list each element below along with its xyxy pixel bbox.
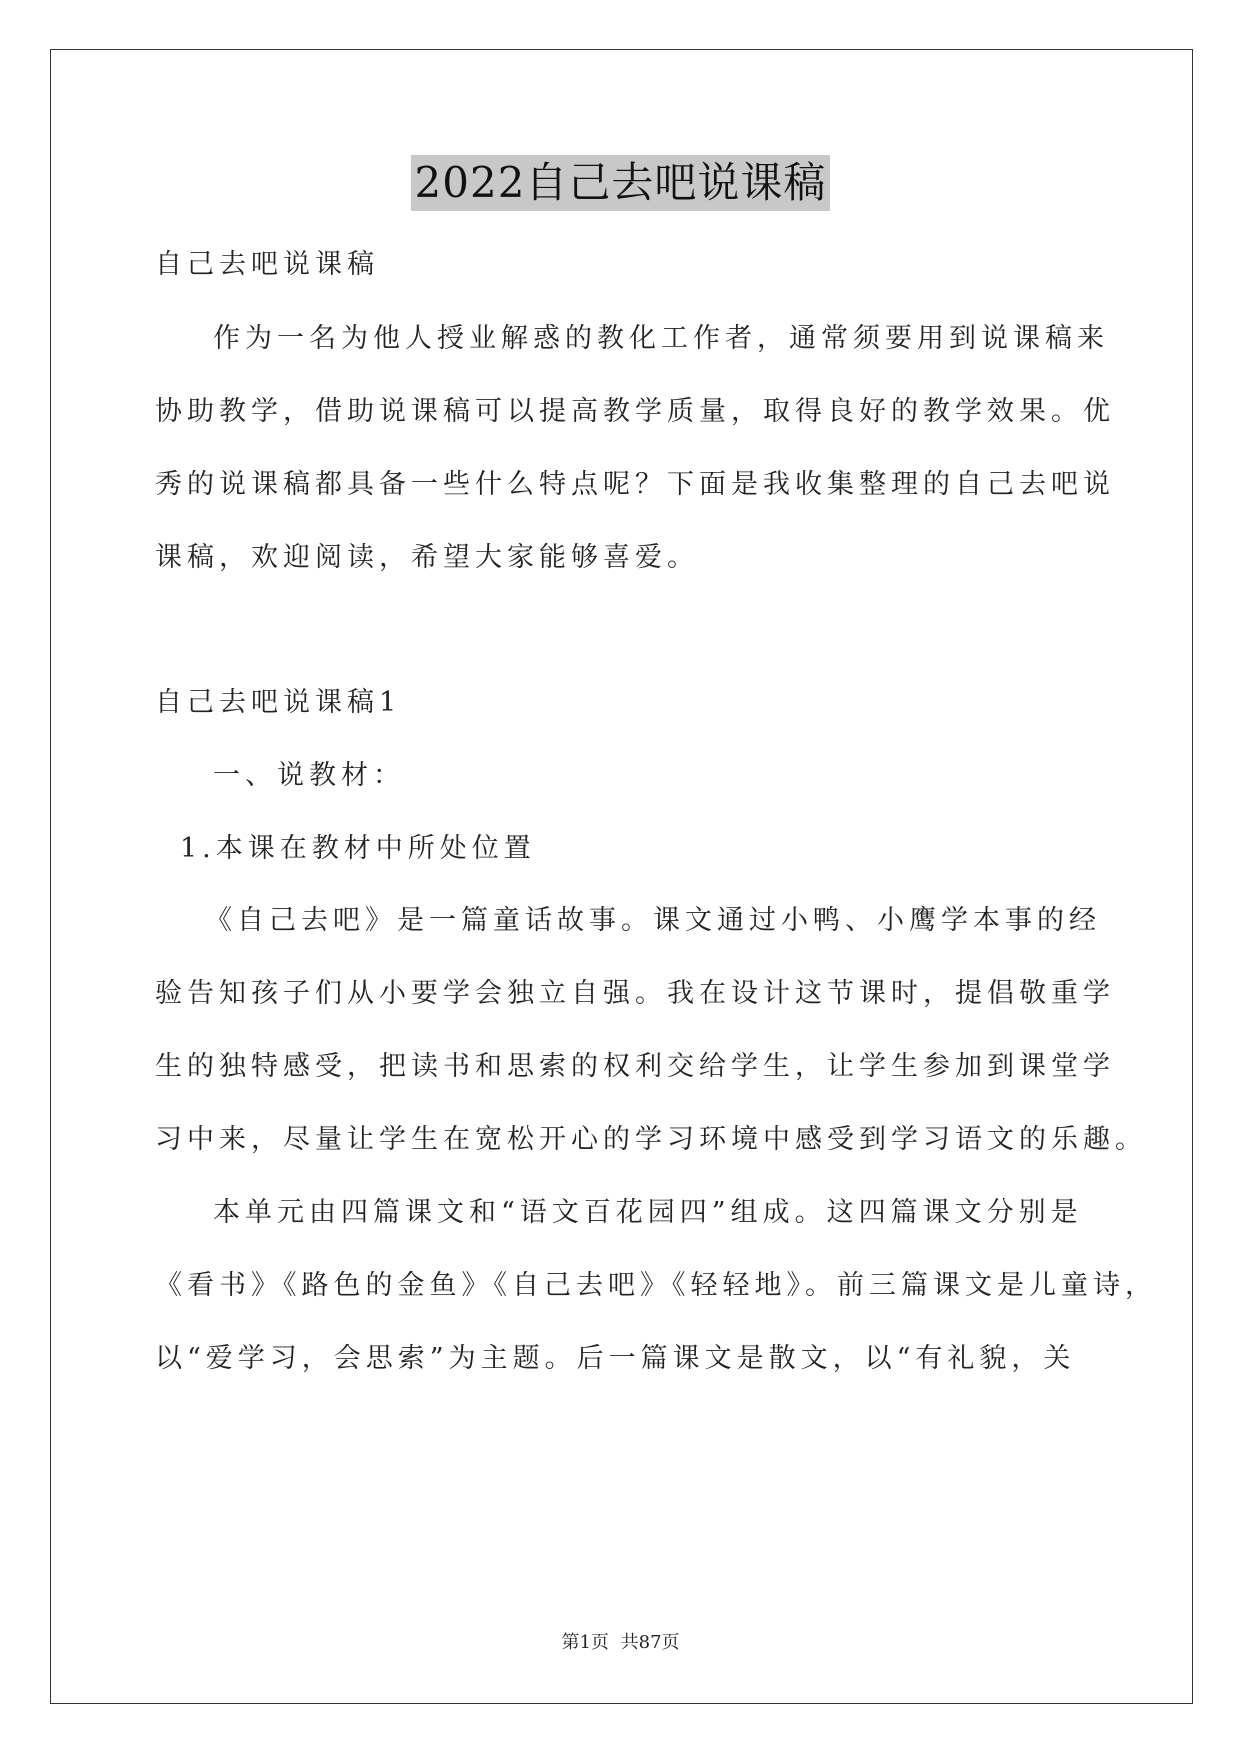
page-number: 第1页 [561,1632,609,1653]
paragraph-line: 《看书》《路色的金鱼》《自己去吧》《轻轻地》。前三篇课文是儿童诗， [155,1270,1157,1301]
subtitle-line: 自己去吧说课稿 [155,249,379,280]
paragraph-line: 验告知孩子们从小要学会独立自强。我在设计这节课时，提倡敬重学 [155,978,1115,1009]
numbered-heading: 1.本课在教材中所处位置 [180,833,536,864]
total-pages: 共87页 [620,1632,680,1653]
paragraph-line: 生的独特感受，把读书和思索的权利交给学生，让学生参加到课堂学 [155,1051,1115,1082]
page-footer [0,1628,1241,1654]
paragraph-line: 课稿，欢迎阅读，希望大家能够喜爱。 [155,542,699,573]
section-heading: 自己去吧说课稿1 [155,687,402,718]
subsection-heading: 一、说教材： [213,760,405,791]
paragraph-line: 本单元由四篇课文和“语文百花园四”组成。这四篇课文分别是 [213,1197,1083,1228]
page-border [50,49,1193,1704]
paragraph-line: 秀的说课稿都具备一些什么特点呢？下面是我收集整理的自己去吧说 [155,469,1115,500]
paragraph-line: 以“爱学习，会思索”为主题。后一篇课文是散文，以“有礼貌，关 [155,1343,1076,1374]
paragraph-line: 习中来，尽量让学生在宽松开心的学习环境中感受到学习语文的乐趣。 [155,1124,1147,1155]
paragraph-line: 协助教学，借助说课稿可以提高教学质量，取得良好的教学效果。优 [155,396,1115,427]
paragraph-line: 《自己去吧》是一篇童话故事。课文通过小鸭、小鹰学本事的经 [205,905,1101,936]
paragraph-line: 作为一名为他人授业解惑的教化工作者，通常须要用到说课稿来 [213,323,1109,354]
document-title: 2022自己去吧说课稿 [411,155,831,211]
title-block [0,155,1241,211]
